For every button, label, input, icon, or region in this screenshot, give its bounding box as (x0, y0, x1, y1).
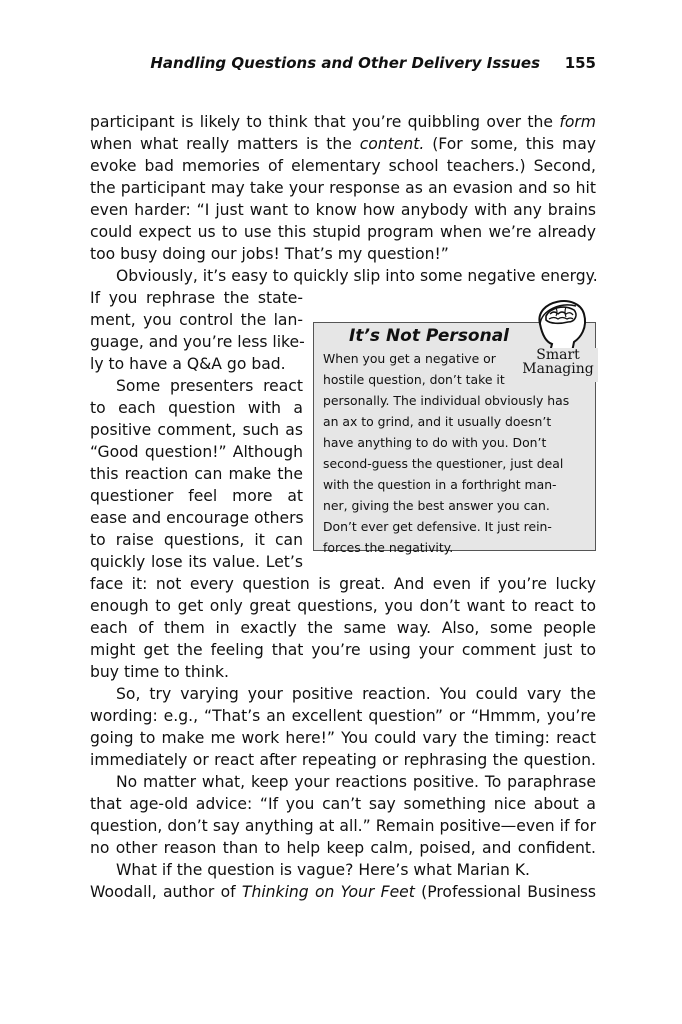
logo-line-1: Smart (536, 347, 580, 363)
running-header (0, 53, 682, 77)
sidebar-line: have anything to do with you. Don’t (323, 435, 547, 450)
text-line: guage, and you’re less like- (90, 333, 305, 351)
text-line: when what really matters is the content. (For some, this may (90, 135, 596, 153)
text-line: that age-old advice: “If you can’t say something nice about a (90, 795, 596, 813)
text-line: What if the question is vague? Here’s what Marian K. (116, 861, 531, 879)
text-line: ment, you control the lan- (90, 311, 303, 329)
text-line: buy time to think. (90, 663, 229, 681)
sidebar-line: Don’t ever get defensive. It just rein- (323, 519, 552, 534)
sidebar-line: an ax to grind, and it usually doesn’t (323, 414, 552, 429)
logo-text (516, 348, 600, 376)
text-line: to each question with a (90, 399, 303, 417)
sidebar-line: When you get a negative or (323, 351, 496, 366)
text-line: even harder: “I just want to know how anybody with any brains (90, 201, 596, 219)
text-line: If you rephrase the state- (90, 289, 303, 307)
text-line: questioner feel more at (90, 487, 303, 505)
page-number: 155 (564, 54, 596, 72)
text-line: each of them in exactly the same way. Also, some people (90, 619, 596, 637)
text-line: too busy doing our jobs! That’s my question!” (90, 245, 449, 263)
text-line: ly to have a Q&A go bad. (90, 355, 286, 373)
sidebar-line: hostile question, don’t take it (323, 372, 505, 387)
sidebar-line: personally. The individual obviously has (323, 393, 570, 408)
sidebar-line: with the question in a forthright man- (323, 477, 557, 492)
text-line: ease and encourage others (90, 509, 304, 527)
text-line: might get the feeling that you’re using your comment just to (90, 641, 596, 659)
text-line: no other reason than to help keep calm, poised, and confident. (90, 839, 596, 857)
text-line: quickly lose its value. Let’s (90, 553, 303, 571)
text-line: “Good question!” Although (90, 443, 303, 461)
text-line: positive comment, such as (90, 421, 303, 439)
text-line: going to make me work here!” You could vary the timing: react (90, 729, 596, 747)
text-line: So, try varying your positive reaction. You could vary the (116, 685, 596, 703)
text-line: the participant may take your response as an evasion and so hit (90, 179, 596, 197)
smart-managing-logo (516, 290, 600, 384)
text-line: this reaction can make the (90, 465, 303, 483)
text-line: evoke bad memories of elementary school teachers.) Second, (90, 157, 596, 175)
text-line: participant is likely to think that you’re quibbling over the form (90, 113, 596, 131)
sidebar-title: It’s Not Personal (349, 326, 510, 346)
text-line: face it: not every question is great. And even if you’re lucky (90, 575, 596, 593)
text-line: wording: e.g., “That’s an excellent question” or “Hmmm, you’re (90, 707, 596, 725)
text-line: to raise questions, it can (90, 531, 303, 549)
sidebar-line: ner, giving the best answer you can. (323, 498, 550, 513)
brain-head-icon (516, 290, 600, 354)
text-line: Obviously, it’s easy to quickly slip into some negative energy. (116, 267, 598, 285)
running-header-title: Handling Questions and Other Delivery Issues (150, 54, 540, 72)
text-line: Woodall, author of Thinking on Your Feet (Professional Business (90, 883, 596, 901)
text-line: enough to get only great questions, you don’t want to react to (90, 597, 596, 615)
text-line: immediately or react after repeating or rephrasing the question. (90, 751, 596, 769)
logo-line-2: Managing (522, 361, 594, 377)
text-line: Some presenters react (116, 377, 303, 395)
sidebar-line: forces the negativity. (323, 540, 454, 555)
sidebar-line: second-guess the questioner, just deal (323, 456, 564, 471)
text-line: No matter what, keep your reactions positive. To paraphrase (116, 773, 596, 791)
text-line: question, don’t say anything at all.” Remain positive—even if for (90, 817, 596, 835)
text-line: could expect us to use this stupid program when we’re already (90, 223, 596, 241)
